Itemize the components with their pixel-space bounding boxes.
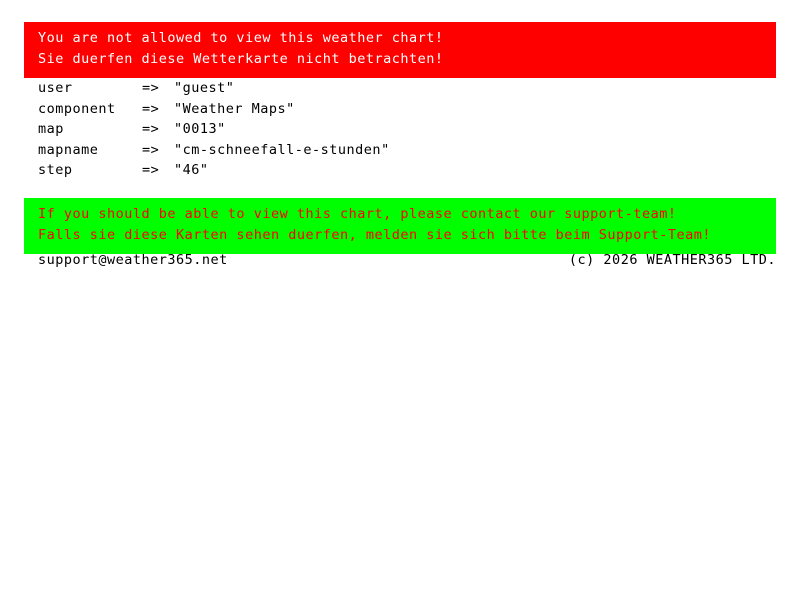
parameter-row (38, 119, 390, 140)
support-banner-line-de: Falls sie diese Karten sehen duerfen, melden sie sich bitte beim Support-Team! (38, 227, 711, 243)
parameter-value: "0013" (174, 121, 226, 137)
parameter-row (38, 99, 390, 120)
parameter-row (38, 78, 390, 99)
parameter-arrow: => (142, 80, 160, 96)
parameter-key: step (38, 162, 73, 178)
parameter-value: "Weather Maps" (174, 100, 295, 117)
parameter-arrow: => (142, 121, 160, 137)
parameter-arrow: => (142, 162, 160, 178)
error-banner (24, 22, 776, 78)
support-banner (24, 198, 776, 254)
error-banner-line-en: You are not allowed to view this weather chart! (38, 30, 444, 46)
copyright-text: (c) 2026 WEATHER365 LTD. (568, 252, 776, 268)
parameter-value: "guest" (174, 80, 235, 96)
parameter-key: mapname (38, 141, 99, 158)
parameter-row (38, 160, 390, 181)
support-banner-line-en: If you should be able to view this chart, please contact our support-team! (38, 206, 677, 222)
parameter-value: "46" (174, 162, 209, 178)
parameter-key: user (38, 80, 73, 96)
parameter-row (38, 140, 390, 161)
support-email-link[interactable]: support@weather365.net (38, 252, 228, 268)
request-parameters-list (38, 78, 390, 181)
parameter-key: component (38, 100, 116, 117)
parameter-key: map (38, 121, 64, 137)
parameter-arrow: => (142, 141, 160, 158)
error-banner-line-de: Sie duerfen diese Wetterkarte nicht betrachten! (38, 51, 444, 67)
page-footer (38, 250, 776, 270)
parameter-arrow: => (142, 100, 160, 117)
parameter-value: "cm-schneefall-e-stunden" (174, 141, 390, 158)
